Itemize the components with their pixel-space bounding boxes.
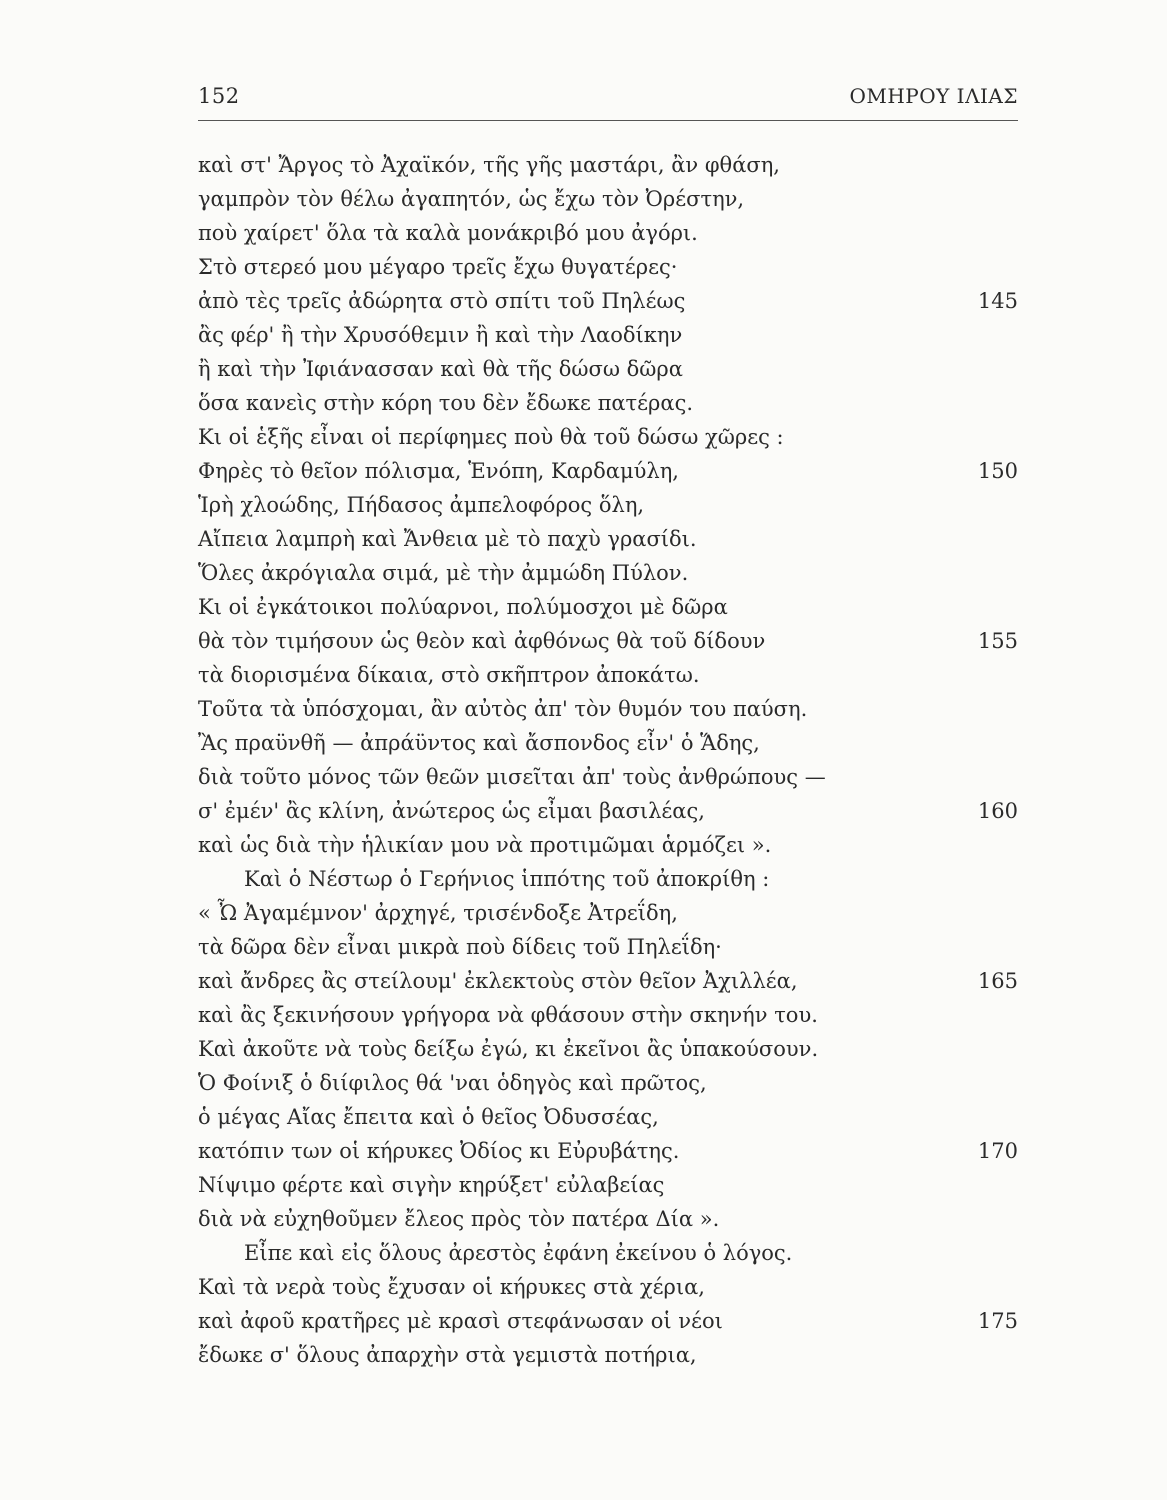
verse-line (198, 352, 1018, 386)
verse-text: Τοῦτα τὰ ὑπόσχομαι, ἂν αὐτὸς ἀπ' τὸν θυμόν του παύση. (198, 697, 808, 721)
verse-line (198, 182, 1018, 216)
verse-text: Κι οἱ ἑξῆς εἶναι οἱ περίφημες ποὺ θὰ τοῦ δώσω χῶρες : (198, 425, 784, 449)
verse-text: Ὅλες ἀκρόγιαλα σιμά, μὲ τὴν ἀμμώδη Πύλον. (198, 561, 689, 585)
line-number: 175 (977, 1309, 1018, 1333)
verse-text: Στὸ στερεό μου μέγαρο τρεῖς ἔχω θυγατέρες· (198, 255, 678, 279)
verse-line (198, 1304, 1018, 1338)
verse-line (198, 1168, 1018, 1202)
verse-line (198, 760, 1018, 794)
line-number: 145 (977, 289, 1018, 313)
verse-line (198, 318, 1018, 352)
verse-line (198, 692, 1018, 726)
verse-text: καὶ ἄνδρες ἂς στείλουμ' ἐκλεκτοὺς στὸν θεῖον Ἀχιλλέα, (198, 969, 798, 993)
verse-line (198, 964, 1018, 998)
verse-line (198, 1134, 1018, 1168)
line-number: 155 (977, 629, 1018, 653)
verse-text: ποὺ χαίρετ' ὅλα τὰ καλὰ μονάκριβό μου ἀγόρι. (198, 221, 698, 245)
verse-line (198, 1270, 1018, 1304)
verse-text: Ἱρὴ χλοώδης, Πήδασος ἀμπελοφόρος ὅλη, (198, 493, 645, 517)
verse-line (198, 420, 1018, 454)
verse-text: Καὶ ὁ Νέστωρ ὁ Γερήνιος ἱππότης τοῦ ἀποκρίθη : (244, 867, 770, 891)
line-number: 150 (977, 459, 1018, 483)
verse-line (198, 556, 1018, 590)
verse-line (198, 624, 1018, 658)
verse-line (198, 386, 1018, 420)
verse-text: καὶ ἂς ξεκινήσουν γρήγορα νὰ φθάσουν στὴν σκηνήν του. (198, 1003, 818, 1027)
verse-text: ἢ καὶ τὴν Ἰφιάνασσαν καὶ θὰ τῆς δώσω δῶρα (198, 357, 683, 381)
verse-text: καὶ ἀφοῦ κρατῆρες μὲ κρασὶ στεφάνωσαν οἱ νέοι (198, 1309, 723, 1333)
header-rule (198, 120, 1018, 121)
verse-line (198, 1100, 1018, 1134)
verse-line (198, 522, 1018, 556)
verse-text: τὰ δῶρα δὲν εἶναι μικρὰ ποὺ δίδεις τοῦ Πηλεΐδη· (198, 935, 722, 959)
verse-text: Καὶ τὰ νερὰ τοὺς ἔχυσαν οἱ κήρυκες στὰ χέρια, (198, 1275, 705, 1299)
verse-text: ὁ μέγας Αἴας ἔπειτα καὶ ὁ θεῖος Ὀδυσσέας, (198, 1105, 659, 1129)
verse-line (198, 284, 1018, 318)
page-number: 152 (198, 84, 240, 108)
verse-line (198, 590, 1018, 624)
verse-line (198, 726, 1018, 760)
verse-text: ἀπὸ τὲς τρεῖς ἀδώρητα στὸ σπίτι τοῦ Πηλέως (198, 289, 686, 313)
page-header (198, 84, 1018, 120)
verse-text: ἔδωκε σ' ὅλους ἀπαρχὴν στὰ γεμιστὰ ποτήρια, (198, 1343, 697, 1367)
verse-line (198, 998, 1018, 1032)
verse-text: σ' ἐμέν' ἂς κλίνη, ἀνώτερος ὡς εἶμαι βασιλέας, (198, 799, 705, 823)
verse-text: Αἴπεια λαμπρὴ καὶ Ἄνθεια μὲ τὸ παχὺ γρασίδι. (198, 527, 697, 551)
verse-text: Καὶ ἀκοῦτε νὰ τοὺς δείξω ἐγώ, κι ἐκεῖνοι ἂς ὑπακούσουν. (198, 1037, 819, 1061)
verse-text: Φηρὲς τὸ θεῖον πόλισμα, Ἑνόπη, Καρδαμύλη, (198, 459, 679, 483)
verse-line (198, 896, 1018, 930)
verse-line (198, 454, 1018, 488)
verse-line (198, 488, 1018, 522)
verse-text: ἂς φέρ' ἢ τὴν Χρυσόθεμιν ἢ καὶ τὴν Λαοδίκην (198, 323, 683, 347)
line-number: 170 (977, 1139, 1018, 1163)
verse-text: θὰ τὸν τιμήσουν ὡς θεὸν καὶ ἀφθόνως θὰ τοῦ δίδουν (198, 629, 766, 653)
verse-text: διὰ τοῦτο μόνος τῶν θεῶν μισεῖται ἀπ' τοὺς ἀνθρώπους — (198, 765, 826, 789)
line-number: 165 (977, 969, 1018, 993)
verse-line (198, 250, 1018, 284)
verse-text: « Ὦ Ἀγαμέμνον' ἀρχηγέ, τρισένδοξε Ἀτρεΐδη, (198, 901, 678, 925)
verse-text: ὅσα κανεὶς στὴν κόρη του δὲν ἔδωκε πατέρας. (198, 391, 694, 415)
verse-text: Ἂς πραϋνθῆ — ἀπράϋντος καὶ ἄσπονδος εἶν' ὁ Ἅδης, (198, 731, 760, 755)
verse-text: διὰ νὰ εὐχηθοῦμεν ἔλεος πρὸς τὸν πατέρα Δία ». (198, 1207, 720, 1231)
verse-line (198, 862, 1018, 896)
verse-text: καὶ ὡς διὰ τὴν ἡλικίαν μου νὰ προτιμῶμαι ἁρμόζει ». (198, 833, 772, 857)
verse-line (198, 216, 1018, 250)
verse-line (198, 658, 1018, 692)
verse-line (198, 930, 1018, 964)
verse-text: Κι οἱ ἐγκάτοικοι πολύαρνοι, πολύμοσχοι μὲ δῶρα (198, 595, 728, 619)
verse-line (198, 148, 1018, 182)
verse-line (198, 1338, 1018, 1372)
verse-line (198, 1202, 1018, 1236)
verse-text: Ὁ Φοίνιξ ὁ διίφιλος θά 'ναι ὁδηγὸς καὶ πρῶτος, (198, 1071, 707, 1095)
verse-line (198, 1032, 1018, 1066)
running-head: ΟΜΗΡΟΥ ΙΛΙΑΣ (849, 84, 1018, 108)
verse-text: κατόπιν των οἱ κήρυκες Ὀδίος κι Εὐρυβάτης. (198, 1139, 680, 1163)
verse-text: Εἶπε καὶ εἰς ὅλους ἀρεστὸς ἐφάνη ἐκείνου ὁ λόγος. (244, 1241, 793, 1265)
poem-body (198, 148, 1018, 1372)
verse-line (198, 794, 1018, 828)
verse-text: γαμπρὸν τὸν θέλω ἀγαπητόν, ὡς ἔχω τὸν Ὀρέστην, (198, 187, 745, 211)
verse-text: καὶ στ' Ἄργος τὸ Ἀχαϊκόν, τῆς γῆς μαστάρι, ἂν φθάση, (198, 153, 780, 177)
verse-text: τὰ διορισμένα δίκαια, στὸ σκῆπτρον ἀποκάτω. (198, 663, 700, 687)
verse-line (198, 1066, 1018, 1100)
verse-line (198, 828, 1018, 862)
line-number: 160 (977, 799, 1018, 823)
verse-line (198, 1236, 1018, 1270)
verse-text: Νίψιμο φέρτε καὶ σιγὴν κηρύξετ' εὐλαβείας (198, 1173, 665, 1197)
